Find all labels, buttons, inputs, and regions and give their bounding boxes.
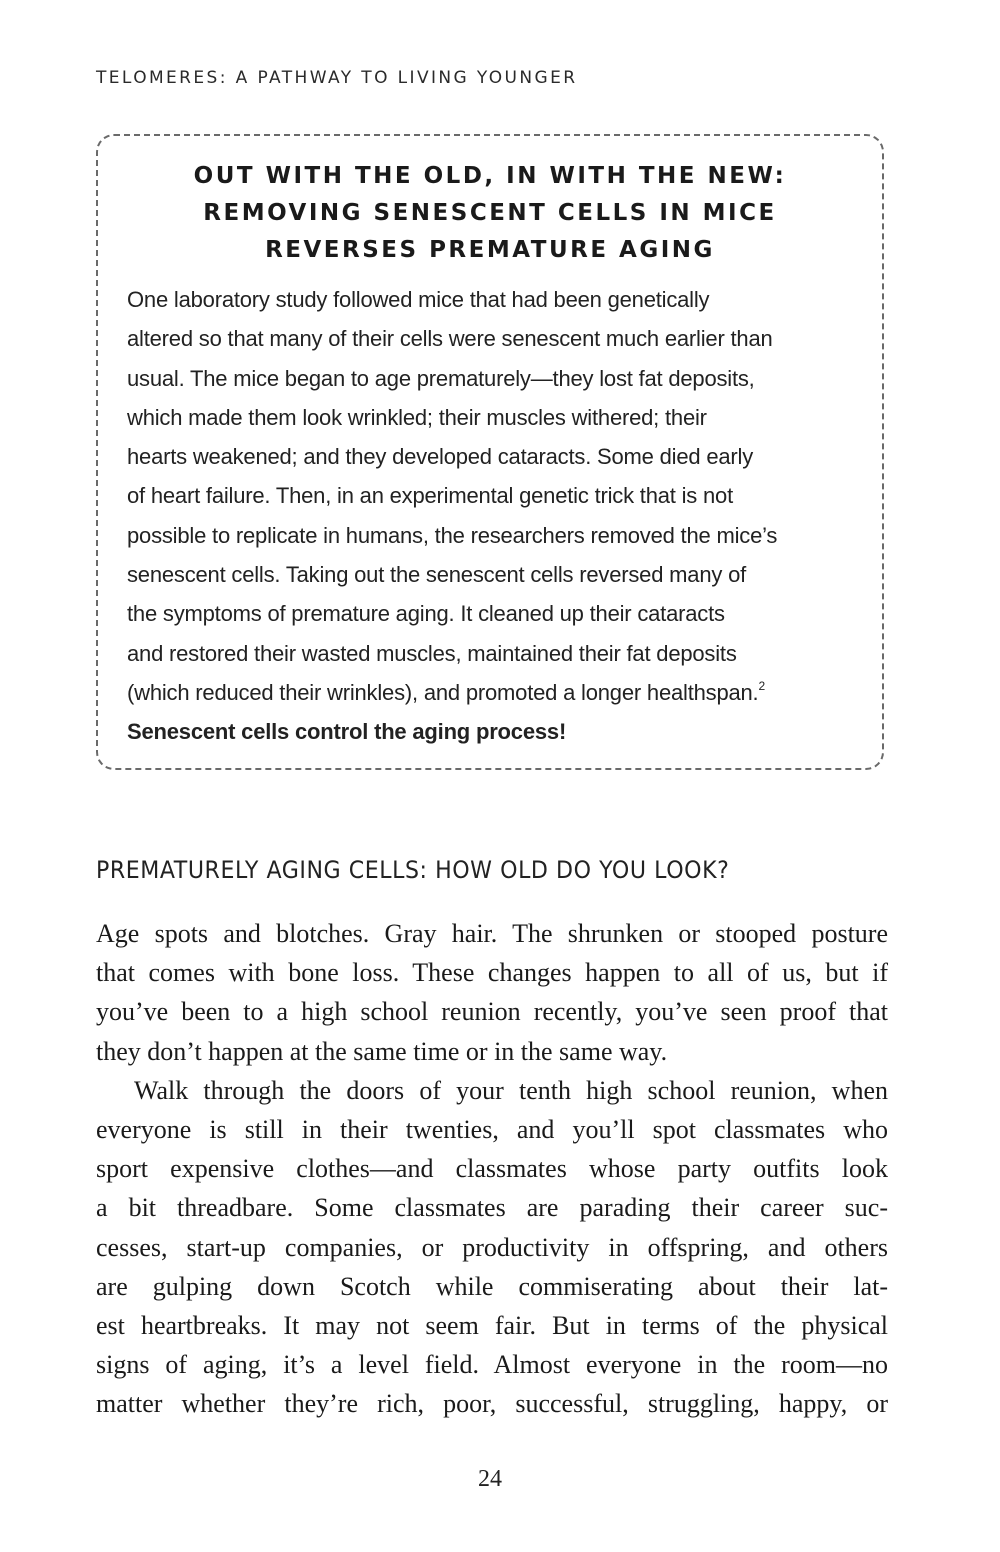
paragraph-line: that comes with bone loss. These changes happen to all of us, but if: [96, 958, 888, 988]
sidebar-body-line: which made them look wrinkled; their muscles withered; their: [127, 404, 707, 430]
sidebar-body-line: usual. The mice began to age prematurely—they lost fat deposits,: [127, 365, 755, 391]
paragraph-line: Age spots and blotches. Gray hair. The shrunken or stooped posture: [96, 919, 888, 948]
sidebar-body-line-text: (which reduced their wrinkles), and promoted a longer healthspan.: [127, 679, 759, 705]
paragraph-line: a bit threadbare. Some classmates are parading their career suc-: [96, 1193, 888, 1223]
sidebar-body-line: the symptoms of premature aging. It cleaned up their cataracts: [127, 601, 725, 627]
paragraph-line: they don’t happen at the same time or in the same way.: [96, 1036, 668, 1066]
sidebar-body-line: hearts weakened; and they developed cataracts. Some died early: [127, 444, 753, 470]
sidebar-title-line: OUT WITH THE OLD, IN WITH THE NEW:: [193, 163, 787, 189]
running-head: TELOMERES: A PATHWAY TO LIVING YOUNGER: [96, 68, 578, 88]
sidebar-body-line: and restored their wasted muscles, maintained their fat deposits: [127, 640, 737, 666]
sidebar-body-line: One laboratory study followed mice that had been genetically: [127, 287, 710, 312]
paragraph-line: est heartbreaks. It may not seem fair. But in terms of the physical: [96, 1310, 888, 1340]
paragraph-line: signs of aging, it’s a level field. Almost everyone in the room—no: [96, 1350, 888, 1380]
sidebar-title-line: REVERSES PREMATURE AGING: [265, 237, 715, 263]
sidebar-title: [0, 158, 980, 269]
main-body: [96, 914, 888, 1423]
footnote-reference[interactable]: 2: [758, 678, 765, 693]
sidebar-body-line: of heart failure. Then, in an experimental genetic trick that is not: [127, 483, 733, 509]
sidebar-body-line: altered so that many of their cells were senescent much earlier than: [127, 326, 773, 352]
paragraph-line: everyone is still in their twenties, and you’ll spot classmates who: [96, 1114, 888, 1144]
sidebar-body-line-with-footnote: [127, 673, 867, 712]
paragraph-line: you’ve been to a high school reunion recently, you’ve seen proof that: [96, 997, 888, 1027]
paragraph-line: cesses, start-up companies, or productivity in offspring, and others: [96, 1232, 888, 1262]
sidebar-title-line: REMOVING SENESCENT CELLS IN MICE: [203, 200, 777, 226]
sidebar-body-line: senescent cells. Taking out the senescent cells reversed many of: [127, 562, 747, 588]
sidebar-body-line: possible to replicate in humans, the researchers removed the mice’s: [127, 522, 778, 548]
page-number: 24: [478, 1466, 502, 1492]
paragraph-line: are gulping down Scotch while commiserating about their lat-: [96, 1271, 888, 1301]
section-heading: PREMATURELY AGING CELLS: HOW OLD DO YOU LOOK?: [96, 856, 730, 884]
sidebar-body: [127, 280, 867, 752]
paragraph-line: matter whether they’re rich, poor, successful, struggling, happy, or: [96, 1389, 888, 1419]
paragraph-line: sport expensive clothes—and classmates whose party outfits look: [96, 1154, 888, 1184]
sidebar-conclusion: Senescent cells control the aging process!: [127, 719, 567, 745]
paragraph-line: Walk through the doors of your tenth high school reunion, when: [134, 1075, 888, 1105]
